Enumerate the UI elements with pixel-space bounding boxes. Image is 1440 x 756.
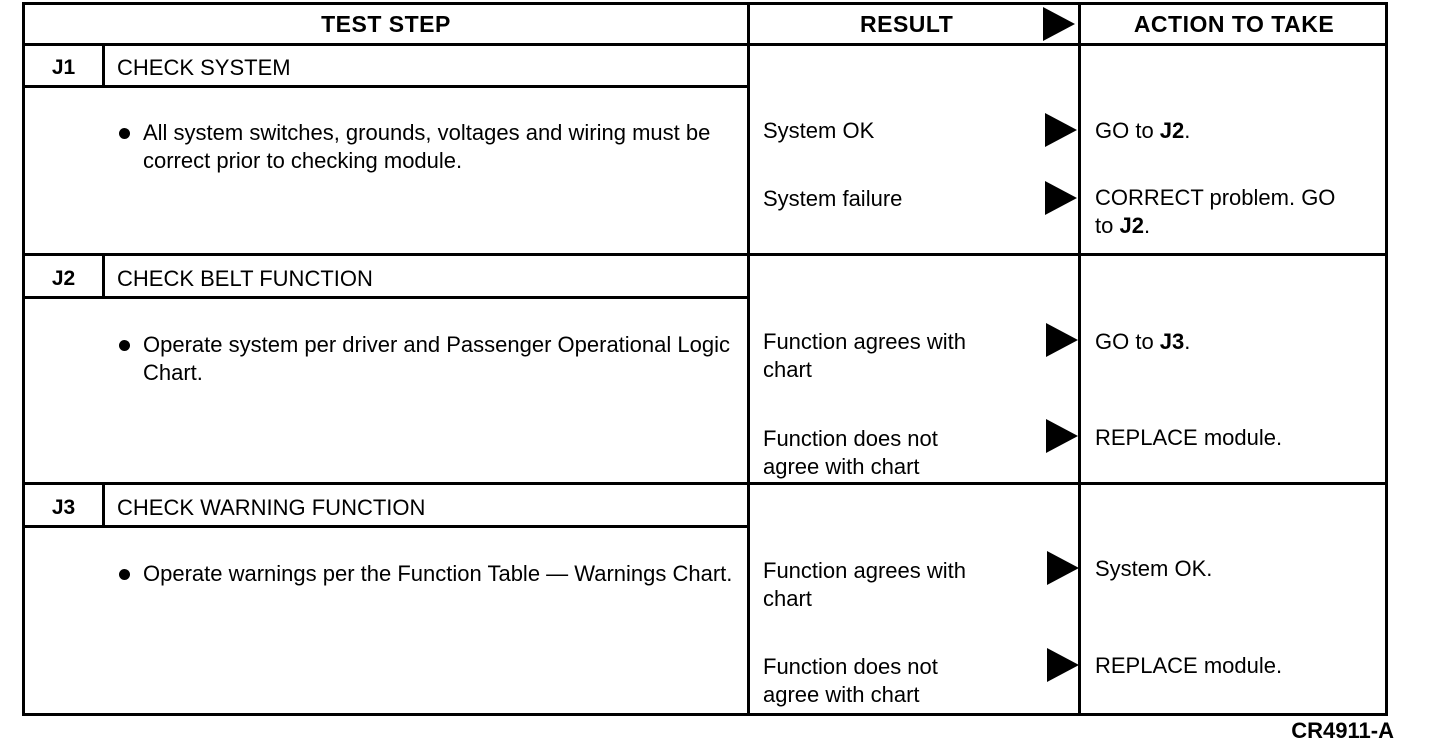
step-title: CHECK BELT FUNCTION (117, 266, 373, 291)
arrow-icon (1047, 648, 1079, 682)
arrow-icon (1045, 113, 1077, 147)
result-text: Function does not agree with chart (763, 654, 938, 707)
step-title: CHECK WARNING FUNCTION (117, 495, 426, 520)
action-text: REPLACE module. (1095, 653, 1283, 678)
action-text: GO to J2. (1095, 118, 1191, 143)
action-text: CORRECT problem. GO to J2. (1095, 185, 1336, 238)
result-text: System failure (763, 186, 903, 211)
arrow-icon (1046, 419, 1078, 453)
result-text: Function agrees with chart (763, 558, 966, 611)
step-instruction: Operate system per driver and Passenger Operational Logic Chart. (143, 331, 743, 387)
action-text: System OK. (1095, 556, 1213, 581)
arrow-icon (1047, 551, 1079, 585)
bullet-icon (119, 128, 130, 139)
step-id: J1 (51, 56, 76, 79)
arrow-icon (1046, 323, 1078, 357)
arrow-icon (1045, 181, 1077, 215)
header-result: RESULT (860, 10, 954, 37)
header-action: ACTION TO TAKE (1133, 10, 1335, 37)
bullet-icon (119, 340, 130, 351)
action-text: GO to J3. (1095, 329, 1191, 354)
result-text: Function does not agree with chart (763, 426, 938, 479)
diagnostic-table (22, 2, 1388, 716)
step-id: J3 (51, 496, 76, 519)
step-instruction: All system switches, grounds, voltages and wiring must be correct prior to checking module. (143, 119, 743, 175)
step-id: J2 (51, 267, 76, 290)
action-text: REPLACE module. (1095, 425, 1283, 450)
bullet-icon (119, 569, 130, 580)
step-instruction: Operate warnings per the Function Table — Warnings Chart. (143, 560, 743, 588)
result-text: System OK (763, 118, 875, 143)
header-test-step: TEST STEP (321, 10, 451, 37)
header-arrow-icon (1043, 7, 1075, 41)
step-title: CHECK SYSTEM (117, 55, 291, 80)
result-text: Function agrees with chart (763, 329, 966, 382)
figure-reference: CR4911-A (1291, 718, 1394, 743)
